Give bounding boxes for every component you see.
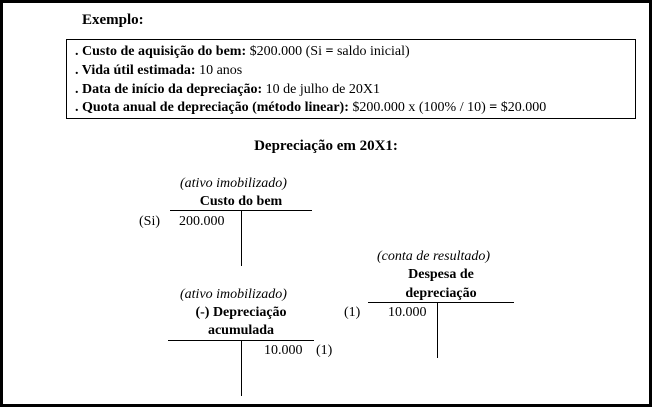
depreciacao-t-vertical xyxy=(241,340,242,396)
depreciacao-category: (ativo imobilizado) xyxy=(180,287,287,302)
despesa-account-name-line1: Despesa de xyxy=(408,267,474,282)
despesa-t-vertical xyxy=(437,302,438,358)
info-line-start-date: . Data de início da depreciação: 10 de julho de 20X1 xyxy=(75,82,380,97)
despesa-category: (conta de resultado) xyxy=(377,249,491,264)
custo-left-tag: (Si) xyxy=(139,214,160,229)
section-title: Depreciação em 20X1: xyxy=(254,138,398,154)
despesa-t-horizontal xyxy=(368,302,514,303)
example-title: Exemplo: xyxy=(82,12,144,28)
info-line-acquisition-cost: . Custo de aquisição do bem: $200.000 (Si = saldo inicial) xyxy=(75,44,410,59)
depreciacao-account-name-line1: (-) Depreciação xyxy=(195,305,287,320)
despesa-left-value: 10.000 xyxy=(388,305,427,320)
info-line-annual-quota: . Quota anual de depreciação (método linear): $200.000 x (100% / 10) = $20.000 xyxy=(75,100,547,115)
info-line-useful-life: . Vida útil estimada: 10 anos xyxy=(75,63,243,78)
depreciacao-right-value: 10.000 xyxy=(264,343,303,358)
despesa-left-tag: (1) xyxy=(344,305,361,320)
despesa-account-name-line2: depreciação xyxy=(405,286,477,301)
custo-category: (ativo imobilizado) xyxy=(180,176,287,191)
depreciacao-right-tag: (1) xyxy=(316,343,333,358)
depreciacao-account-name-line2: acumulada xyxy=(207,323,275,338)
custo-t-vertical xyxy=(241,210,242,266)
info-box xyxy=(66,39,636,119)
custo-account-name: Custo do bem xyxy=(199,194,283,209)
custo-left-value: 200.000 xyxy=(179,214,225,229)
